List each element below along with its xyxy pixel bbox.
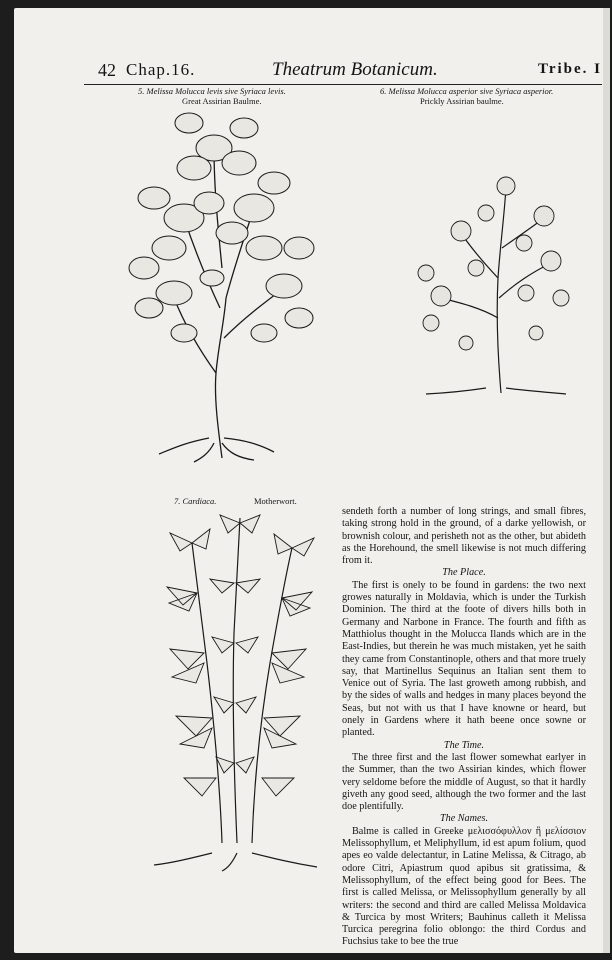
place-paragraph: The first is onely to be found in gardens: the two next growes naturally in Moldavia, which is under the Turkish Dominion. The third at the foote of divers hills both in Germany and Narbone in France. The fourth and fifth as Matthiolus thought in the Molucca Ilands which are in the East-Indies, but therein he was much mistaken, yet he saith they came from Constantinople, others and that more truely say, that Martinellus Sequinus an Italian sent them to Venice out of Syria. The last groweth among rubbish, and by the sides of walls and hedges in many places beyond the Seas, but not with us that I have knowne or heard, but onely in Gardens where it hath beene once sowne or planted. [342, 579, 586, 739]
text-column [342, 506, 586, 949]
fig5-caption-latin: 5. Melissa Molucca levis sive Syriaca levis. [138, 86, 286, 96]
page-edge [603, 8, 610, 953]
chapter-label: Chap.16. [126, 60, 196, 79]
intro-paragraph: sendeth forth a number of long strings, and small fibres, taking strong hold in the ground, of a darke yellowish, or brownish colour, and perisheth not as the other, but abideth as the Horehound, the smell likewise is not much differing from it. [342, 506, 586, 567]
fig6-caption-latin: 6. Melissa Molucca asperior sive Syriaca asperior. [380, 86, 554, 96]
time-heading: The Time. [443, 739, 485, 751]
page-number: 42 [98, 60, 116, 80]
fig7-caption-english: Motherwort. [254, 496, 297, 506]
book-page [14, 8, 610, 953]
great-assirian-baulme-woodcut [114, 108, 329, 463]
place-heading: The Place. [442, 567, 486, 579]
prickly-assirian-baulme-woodcut [406, 168, 576, 398]
fig7-caption-latin: 7. Cardiaca. [174, 496, 217, 506]
time-paragraph: The three first and the last flower somewhat earlyer in the Summer, than the two Assirian kindes, which flower very seldome before the middle of August, so that it hardly giveth any good seed, although the two former and the last doe plentifully. [342, 751, 586, 813]
fig5-caption-english: Great Assirian Baulme. [182, 96, 262, 106]
book-title: Theatrum Botanicum. [272, 59, 438, 80]
names-paragraph: Balme is called in Greeke μελισσόφυλλον ἢ μελίσσιον Melissophyllum, et Meliphyllum, id est apum folium, quod apes eo valde delectantur, in Latine Melissa, & Citrago, ab odore Citri, Apiastrum quod apibus sit gratissima, & Melissophyllum, of the effect being good for Bees. The first is called Melissa, or Melissophyllum generally by all writers: the second and third are called Melissa Moldavica & Turcica by most Writers; Bauhinus calleth it Melissa Turcica peregrina folio oblongo: the third Cordus and Fuchsius take to bee the true [342, 825, 586, 948]
tribe-label: Tribe. I [537, 61, 602, 77]
names-heading: The Names. [439, 813, 489, 825]
running-header [84, 56, 602, 85]
fig6-caption-english: Prickly Assirian baulme. [420, 96, 504, 106]
motherwort-woodcut [142, 513, 332, 873]
